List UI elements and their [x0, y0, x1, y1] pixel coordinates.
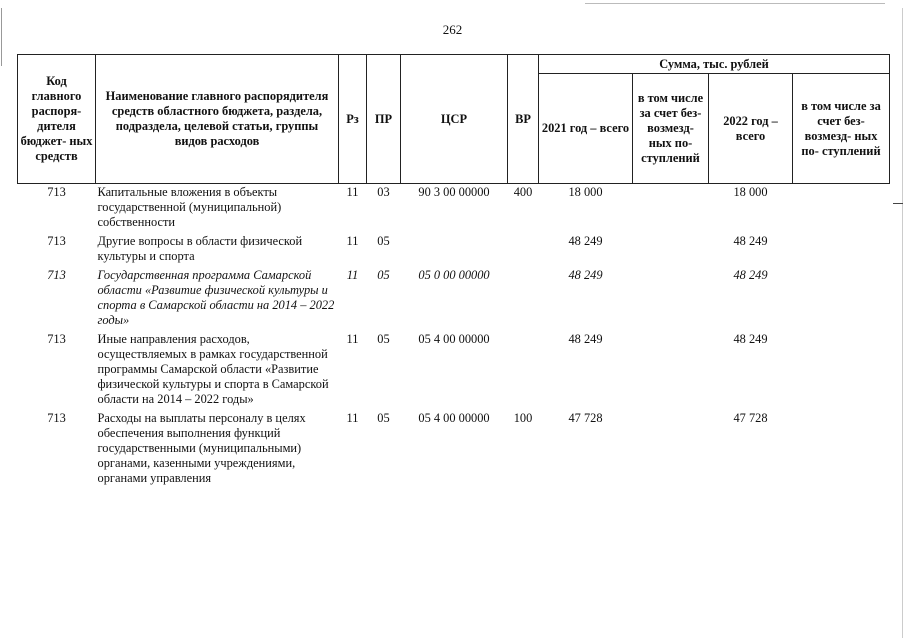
cell-csr: 05 4 00 00000 — [418, 332, 490, 346]
table-body — [18, 184, 890, 490]
cell-rz: 11 — [346, 185, 359, 199]
scan-artifact-top — [585, 3, 885, 4]
table-header — [18, 55, 890, 184]
cell-vr: 400 — [513, 185, 533, 199]
cell-2022-incl — [793, 410, 890, 489]
cell-csr: 05 0 00 00000 — [418, 268, 490, 282]
header-vr: ВР — [508, 55, 539, 184]
cell-name: Капитальные вложения в объекты государственной (муниципальной) собственности — [97, 185, 282, 229]
cell-csr: 90 3 00 00000 — [418, 185, 490, 199]
cell-name: Расходы на выплаты персоналу в целях обеспечения выполнения функций государственными (муниципальными) органами, казенными учреждениями, органами управления — [97, 411, 306, 485]
table-row — [18, 410, 890, 489]
scan-artifact-right — [902, 8, 903, 638]
cell-pr: 05 — [377, 332, 390, 346]
cell-pr: 05 — [377, 234, 390, 248]
header-2022-incl: в том числе за счет без- возмезд- ных по- ступлений — [793, 74, 890, 184]
cell-vr — [508, 267, 539, 331]
scan-artifact-dash — [893, 203, 903, 204]
cell-2022-incl — [793, 233, 890, 267]
cell-vr — [508, 331, 539, 410]
table-row — [18, 331, 890, 410]
cell-2022-total: 48 249 — [733, 234, 768, 248]
cell-code: 713 — [47, 185, 66, 199]
budget-table — [17, 54, 890, 489]
cell-vr — [508, 233, 539, 267]
cell-2022-incl — [793, 184, 890, 234]
table-row — [18, 233, 890, 267]
cell-2022-total: 18 000 — [733, 185, 768, 199]
cell-2021-incl — [633, 184, 709, 234]
header-name: Наименование главного распорядителя средств областного бюджета, раздела, подраздела, целевой статьи, группы видов расходов — [96, 55, 339, 184]
cell-2021-total: 48 249 — [568, 234, 603, 248]
cell-vr: 100 — [513, 411, 533, 425]
cell-csr — [401, 233, 508, 267]
header-2022-total: 2022 год – всего — [709, 74, 793, 184]
header-2021-total: 2021 год – всего — [539, 74, 633, 184]
table-row — [18, 184, 890, 234]
cell-code: 713 — [47, 268, 66, 282]
cell-2022-total: 48 249 — [733, 268, 768, 282]
cell-2021-incl — [633, 410, 709, 489]
cell-pr: 05 — [377, 411, 390, 425]
cell-2022-incl — [793, 331, 890, 410]
cell-2021-total: 48 249 — [568, 268, 603, 282]
cell-2021-incl — [633, 331, 709, 410]
header-code: Код главного распоря- дителя бюджет- ных средств — [18, 55, 96, 184]
cell-name: Государственная программа Самарской области «Развитие физической культуры и спорта в Самарской области на 2014 – 2022 годы» — [97, 268, 335, 327]
cell-code: 713 — [47, 332, 66, 346]
cell-2022-total: 47 728 — [733, 411, 768, 425]
cell-2022-incl — [793, 267, 890, 331]
cell-code: 713 — [47, 411, 66, 425]
cell-rz: 11 — [346, 234, 359, 248]
cell-rz: 11 — [346, 332, 359, 346]
cell-pr: 03 — [377, 185, 390, 199]
cell-pr: 05 — [377, 268, 390, 282]
cell-name: Другие вопросы в области физической культуры и спорта — [97, 234, 303, 263]
cell-code: 713 — [47, 234, 66, 248]
cell-csr: 05 4 00 00000 — [418, 411, 490, 425]
cell-2021-incl — [633, 267, 709, 331]
cell-name: Иные направления расходов, осуществляемых в рамках государственной программы Самарской области «Развитие физической культуры и спорта в Самарской области на 2014 – 2022 годы» — [97, 332, 329, 406]
header-rz: Рз — [339, 55, 367, 184]
cell-rz: 11 — [346, 411, 359, 425]
cell-2021-incl — [633, 233, 709, 267]
header-pr: ПР — [367, 55, 401, 184]
header-sum: Сумма, тыс. рублей — [539, 55, 890, 74]
table-row — [18, 267, 890, 331]
cell-2022-total: 48 249 — [733, 332, 768, 346]
cell-2021-total: 48 249 — [568, 332, 603, 346]
page-number: 262 — [442, 22, 463, 37]
cell-2021-total: 47 728 — [568, 411, 603, 425]
header-2021-incl: в том числе за счет без- возмезд- ных по- ступлений — [633, 74, 709, 184]
cell-rz: 11 — [346, 268, 359, 282]
cell-2021-total: 18 000 — [568, 185, 603, 199]
header-csr: ЦСР — [401, 55, 508, 184]
